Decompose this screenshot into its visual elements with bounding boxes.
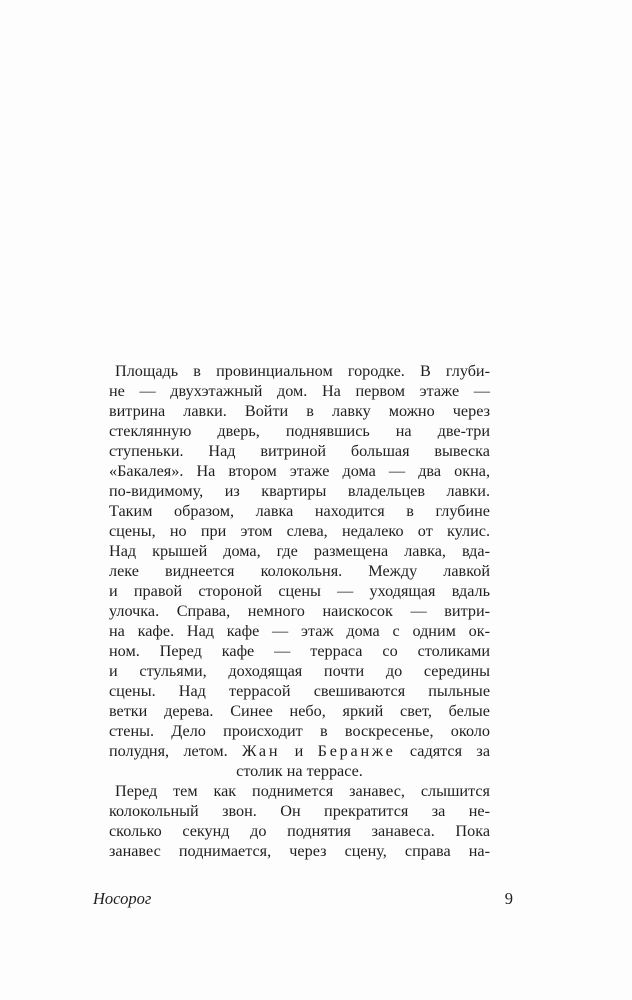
text-line: занавес поднимается, через сцену, справа на- [109,842,490,860]
text-line: ном. Перед кафе — терраса со столиками [109,642,490,660]
text-line: и стульями, доходящая почти до середины [109,662,490,680]
text-line: ветки дерева. Синее небо, яркий свет, белые [109,702,490,720]
text-line: Перед тем как поднимется занавес, слышится [115,782,490,800]
text-line: витрина лавки. Войти в лавку можно через [109,402,490,420]
text-line: сцены. Над террасой свешиваются пыльные [109,682,490,700]
character-name-berenger: Беранже [317,742,396,760]
text-segment: садятся за [409,742,491,760]
footer-book-title: Носорог [93,889,152,908]
text-line: стеклянную дверь, поднявшись на две-три [109,422,490,440]
text-line: сколько секунд до поднятия занавеса. Пока [109,822,490,840]
text-line: и правой стороной сцены — уходящая вдаль [109,582,490,600]
text-line-character-names [109,741,490,761]
text-line: сцены, но при этом слева, недалеко от кулис. [109,522,490,540]
text-line: колокольный звон. Он прекратится за не- [109,802,490,820]
text-line: по-видимому, из квартиры владельцев лавки. [109,482,490,500]
text-line: «Бакалея». На втором этаже дома — два окна, [109,462,490,480]
text-line: ступеньки. Над витриной большая вывеска [109,442,490,460]
character-name-jean: Жан [242,742,281,760]
text-line-centered: столик на террасе. [236,762,363,780]
text-segment: полудня, летом. [109,742,228,760]
text-line: на кафе. Над кафе — этаж дома с одним ок- [109,622,490,640]
text-line: не — двухэтажный дом. На первом этаже — [109,382,490,400]
text-segment: и [294,742,304,760]
text-line: улочка. Справа, немного наискосок — витри- [109,602,490,620]
text-line: Над крышей дома, где размещена лавка, вда- [109,542,490,560]
text-line: стены. Дело происходит в воскресенье, около [109,722,490,740]
stage-directions-text [109,361,490,861]
text-line: Таким образом, лавка находится в глубине [109,502,490,520]
text-line: Площадь в провинциальном городке. В глуби- [115,362,490,380]
running-footer [93,889,513,909]
footer-page-number: 9 [504,889,513,908]
text-line: леке виднеется колокольня. Между лавкой [109,562,490,580]
